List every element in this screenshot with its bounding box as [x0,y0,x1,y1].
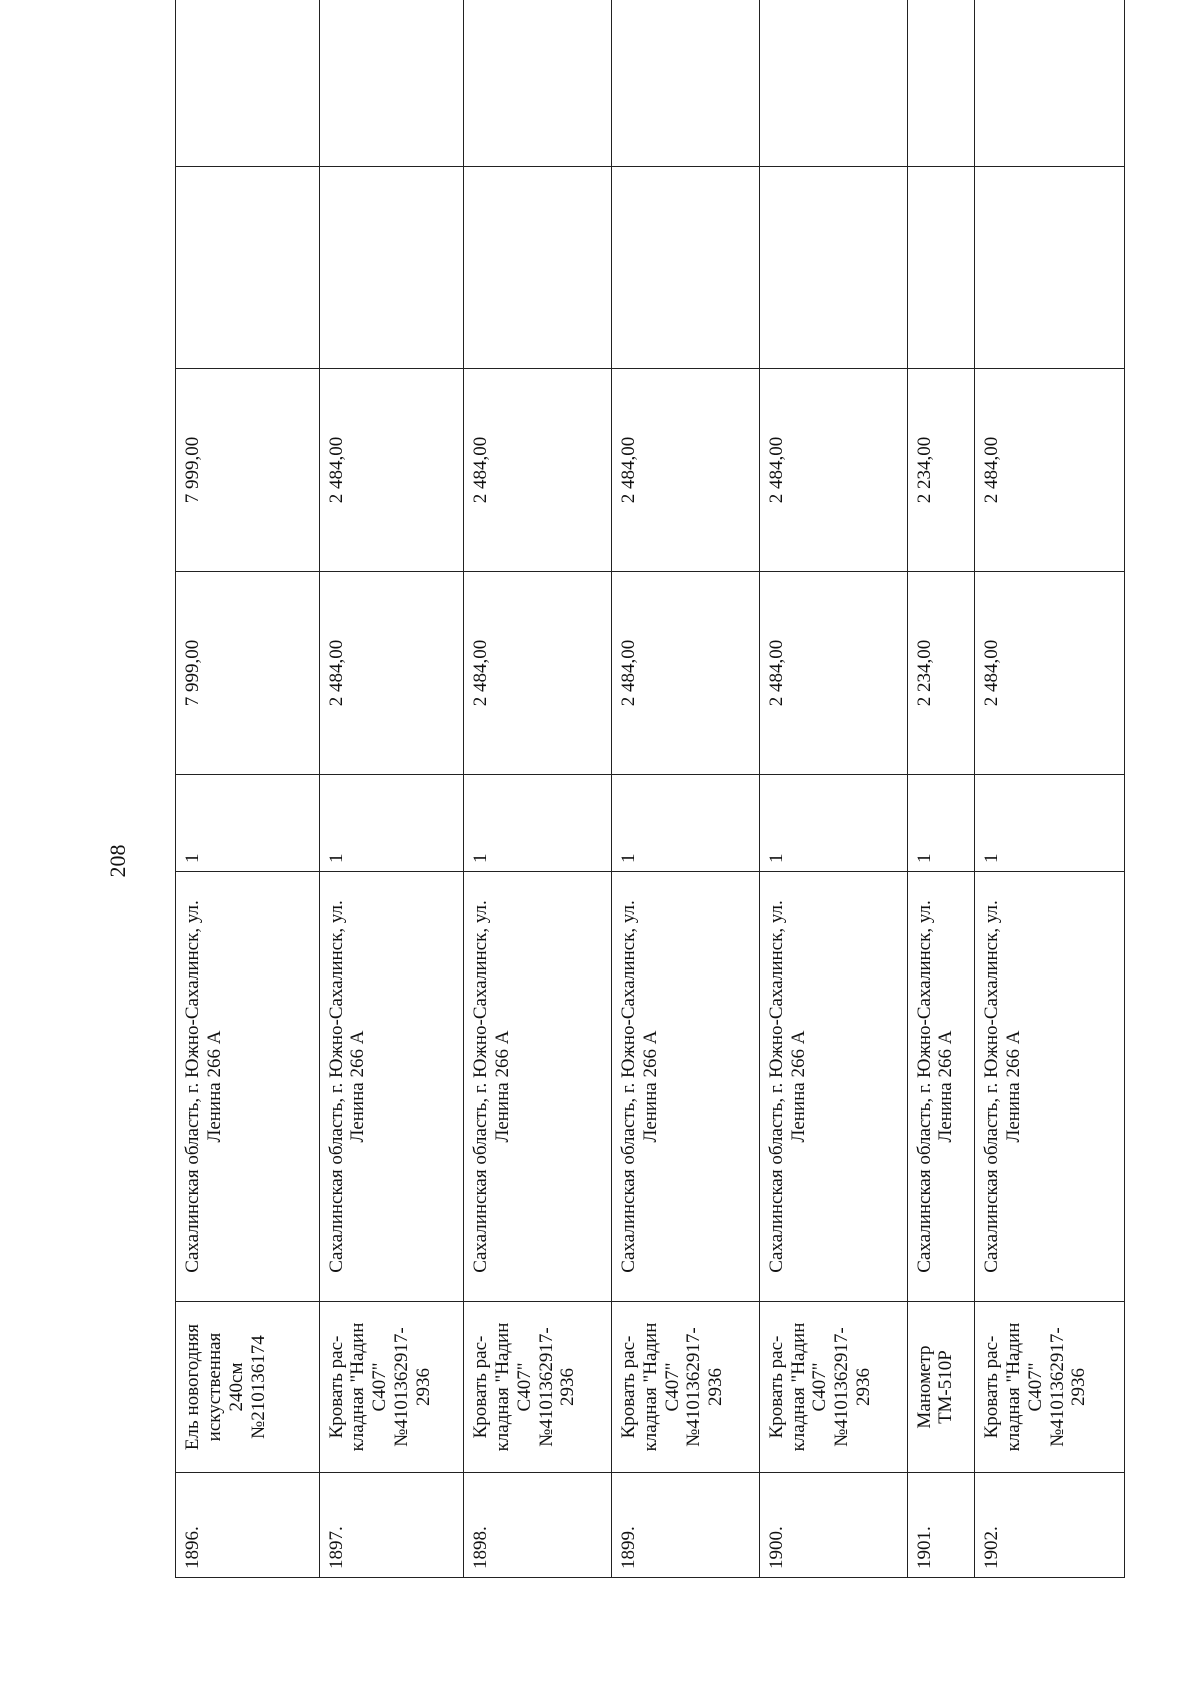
residual-value: 2 484,00 [464,369,612,572]
row-number: 1902. [975,1473,1125,1578]
empty-cell [907,0,974,167]
row-number: 1900. [759,1473,907,1578]
item-quantity: 1 [907,775,974,872]
item-quantity: 1 [319,775,464,872]
item-quantity: 1 [759,775,907,872]
empty-cell [907,167,974,369]
item-address: Сахалинская область, г. Южно-Сахалинск, ул. Ленина 266 А [907,872,974,1302]
item-address: Сахалинская область, г. Южно-Сахалинск, ул. Ленина 266 А [319,872,464,1302]
item-address: Сахалинская область, г. Южно-Сахалинск, ул. Ленина 266 А [176,872,320,1302]
item-name: Кровать рас-кладная "Надин С407" №4101362917-2936 [319,1302,464,1473]
residual-value: 2 484,00 [319,369,464,572]
empty-cell [759,167,907,369]
empty-cell [975,0,1125,167]
residual-value: 2 484,00 [611,369,759,572]
empty-cell [176,0,320,167]
item-address: Сахалинская область, г. Южно-Сахалинск, ул. Ленина 266 А [464,872,612,1302]
item-address: Сахалинская область, г. Южно-Сахалинск, ул. Ленина 266 А [759,872,907,1302]
row-number: 1899. [611,1473,759,1578]
item-quantity: 1 [464,775,612,872]
item-name: Ель новогодняя искуственная 240см №210136174 [176,1302,320,1473]
table-row [464,0,612,1578]
empty-cell [759,0,907,167]
item-name: Манометр ТМ-510Р [907,1302,974,1473]
balance-value: 7 999,00 [176,572,320,775]
balance-value: 2 484,00 [759,572,907,775]
balance-value: 2 484,00 [464,572,612,775]
item-quantity: 1 [975,775,1125,872]
table-row [611,0,759,1578]
residual-value: 2 484,00 [975,369,1125,572]
residual-value: 2 484,00 [759,369,907,572]
item-quantity: 1 [176,775,320,872]
rotated-table-wrapper [175,48,1125,1578]
page-number: 208 [105,844,130,878]
empty-cell [176,167,320,369]
item-name: Кровать рас-кладная "Надин С407" №4101362917-2936 [975,1302,1125,1473]
table-row [176,0,320,1578]
item-address: Сахалинская область, г. Южно-Сахалинск, ул. Ленина 266 А [611,872,759,1302]
item-quantity: 1 [611,775,759,872]
residual-value: 2 234,00 [907,369,974,572]
empty-cell [611,167,759,369]
residual-value: 7 999,00 [176,369,320,572]
balance-value: 2 484,00 [975,572,1125,775]
table-row [907,0,974,1578]
empty-cell [464,167,612,369]
row-number: 1897. [319,1473,464,1578]
empty-cell [975,167,1125,369]
row-number: 1896. [176,1473,320,1578]
row-number: 1901. [907,1473,974,1578]
item-address: Сахалинская область, г. Южно-Сахалинск, ул. Ленина 266 А [975,872,1125,1302]
empty-cell [319,167,464,369]
empty-cell [611,0,759,167]
item-name: Кровать рас-кладная "Надин С407" №4101362917-2936 [464,1302,612,1473]
empty-cell [319,0,464,167]
balance-value: 2 484,00 [611,572,759,775]
balance-value: 2 484,00 [319,572,464,775]
inventory-table [175,0,1125,1578]
empty-cell [464,0,612,167]
balance-value: 2 234,00 [907,572,974,775]
item-name: Кровать рас-кладная "Надин С407" №4101362917-2936 [759,1302,907,1473]
item-name: Кровать рас-кладная "Надин С407" №4101362917-2936 [611,1302,759,1473]
table-row [975,0,1125,1578]
table-row [759,0,907,1578]
table-row [319,0,464,1578]
row-number: 1898. [464,1473,612,1578]
